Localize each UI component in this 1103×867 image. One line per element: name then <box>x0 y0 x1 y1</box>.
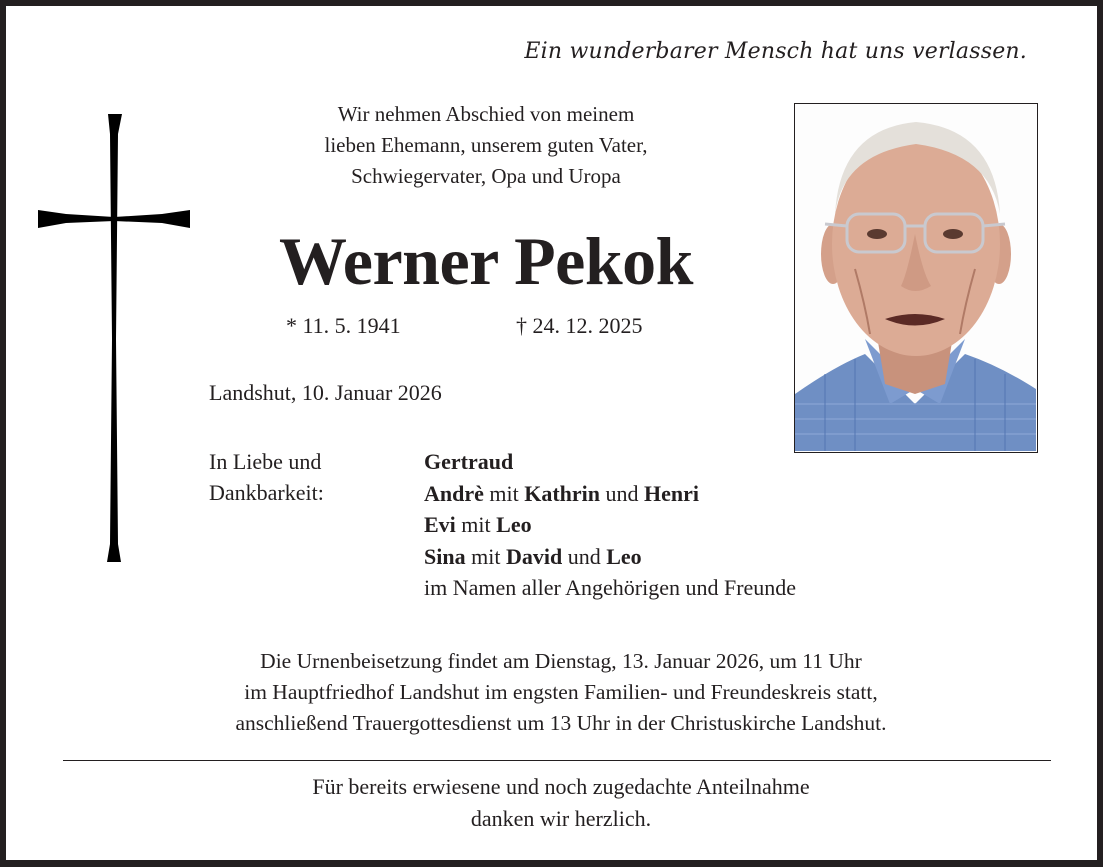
mourner-line <box>424 541 796 573</box>
funeral-announcement <box>46 646 1076 739</box>
thanks-text <box>46 771 1076 835</box>
mourner-name: Leo <box>606 543 642 569</box>
funeral-line: Die Urnenbeisetzung findet am Dienstag, 13. Januar 2026, um 11 Uhr <box>260 649 862 673</box>
birth-date: * 11. 5. 1941 <box>286 313 401 338</box>
intro-line: Wir nehmen Abschied von meinem <box>337 102 635 126</box>
mourner-name: Kathrin <box>524 480 601 506</box>
cross-icon <box>36 114 192 564</box>
mourner-line <box>424 478 796 510</box>
divider <box>63 760 1051 761</box>
mourner-name: David <box>505 543 563 569</box>
connector-text: mit <box>455 512 497 537</box>
motto: Ein wunderbarer Mensch hat uns verlassen. <box>524 39 1027 64</box>
thanks-line: danken wir herzlich. <box>470 806 652 831</box>
mourners-label-line: In Liebe und <box>209 449 322 474</box>
mourner-name: Henri <box>644 480 700 506</box>
deceased-name: Werner Pekok <box>279 223 693 299</box>
mourner-name: Gertraud <box>424 449 514 474</box>
mourner-line <box>424 509 796 541</box>
funeral-line: anschließend Trauergottesdienst um 13 Uhr in der Christuskirche Landshut. <box>235 711 887 735</box>
mourner-name: Leo <box>496 512 532 537</box>
funeral-line: im Hauptfriedhof Landshut im engsten Familien- und Freundeskreis statt, <box>244 680 878 704</box>
portrait-photo <box>794 103 1038 453</box>
intro-line: Schwiegervater, Opa und Uropa <box>351 164 621 188</box>
connector-text: und <box>600 480 645 506</box>
death-date: † 24. 12. 2025 <box>516 313 643 338</box>
mourner-name: Sina <box>424 543 466 569</box>
mourner-line <box>424 572 796 604</box>
intro-text <box>211 99 761 192</box>
mourners-label-line: Dankbarkeit: <box>209 480 324 505</box>
mourner-name: Andrè <box>424 480 484 506</box>
mourner-line <box>424 446 796 478</box>
intro-line: lieben Ehemann, unserem guten Vater, <box>324 133 648 157</box>
mourners-list <box>424 446 796 604</box>
connector-text: mit <box>465 543 506 569</box>
place-and-date: Landshut, 10. Januar 2026 <box>209 380 442 405</box>
thanks-line: Für bereits erwiesene und noch zugedachte Anteilnahme <box>312 774 810 799</box>
portrait-image <box>795 104 1036 451</box>
connector-text: mit <box>483 480 525 506</box>
mourner-name: Evi <box>424 512 456 537</box>
connector-text: im Namen aller Angehörigen und Freunde <box>424 575 797 600</box>
connector-text: und <box>562 543 607 569</box>
mourners-label <box>209 446 324 508</box>
